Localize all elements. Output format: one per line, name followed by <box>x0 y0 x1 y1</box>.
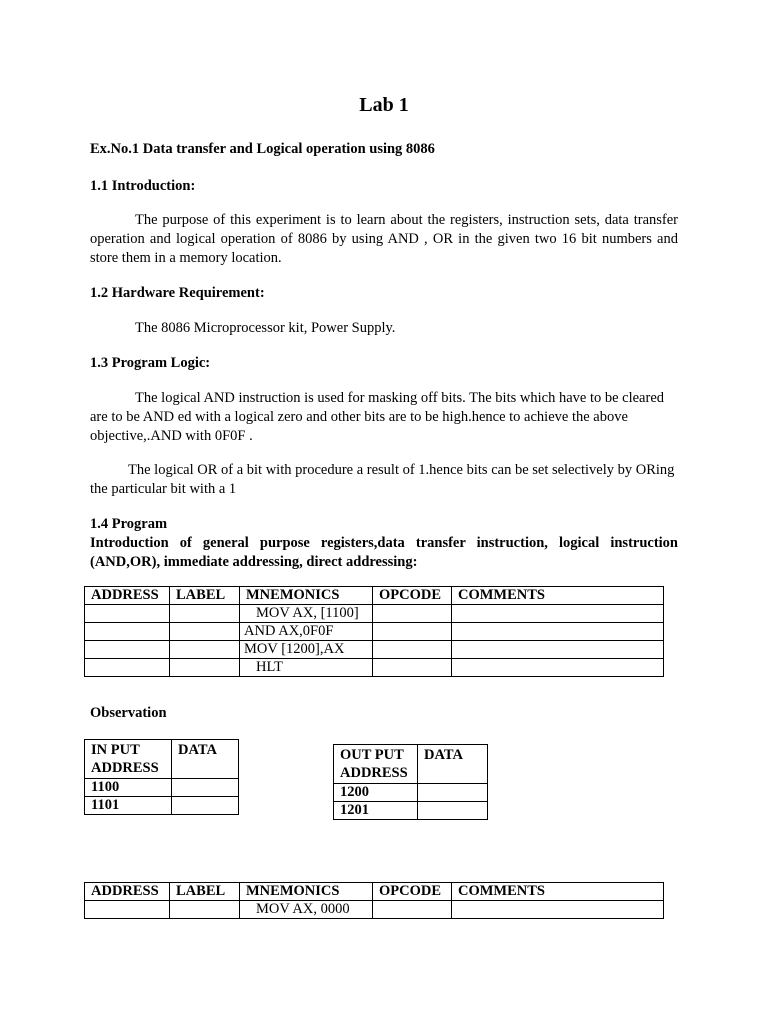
table-row <box>85 901 664 919</box>
table-row <box>334 784 488 802</box>
cell-opcode <box>373 901 452 919</box>
cell-opcode <box>373 605 452 623</box>
header-data: DATA <box>418 745 488 784</box>
table-row <box>85 605 664 623</box>
input-table <box>84 739 239 815</box>
table-row <box>85 641 664 659</box>
page-title: Lab 1 <box>359 94 409 116</box>
cell-label <box>170 605 240 623</box>
logic-heading: 1.3 Program Logic: <box>90 355 211 371</box>
cell-label <box>170 659 240 677</box>
cell-data <box>172 797 239 815</box>
table-row <box>85 797 239 815</box>
header-opcode: OPCODE <box>373 883 452 901</box>
cell-address: 1100 <box>85 779 172 797</box>
table-header-row <box>85 587 664 605</box>
cell-address <box>85 901 170 919</box>
cell-comment <box>452 623 664 641</box>
header-label: LABEL <box>170 587 240 605</box>
table-header-row <box>85 740 239 779</box>
header-label: LABEL <box>170 883 240 901</box>
header-data: DATA <box>172 740 239 779</box>
cell-mnemonic: MOV AX, 0000 <box>240 901 373 919</box>
header-output-address: OUT PUT ADDRESS <box>334 745 418 784</box>
cell-label <box>170 623 240 641</box>
cell-address: 1201 <box>334 802 418 820</box>
intro-paragraph: The purpose of this experiment is to learn about the registers, instruction sets, data transfer operation and logical operation of 8086 by using AND , OR in the given two 16 bit numbers and store them in a memory location. <box>90 212 678 266</box>
cell-address <box>85 641 170 659</box>
hardware-paragraph: The 8086 Microprocessor kit, Power Supply. <box>135 320 396 336</box>
table-row <box>334 802 488 820</box>
logic-paragraph-1: The logical AND instruction is used for masking off bits. The bits which have to be cleared are to be AND ed with a logical zero and other bits are to be high.hence to achieve the above objective,.AND with 0F0F . <box>90 390 665 444</box>
cell-mnemonic: AND AX,0F0F <box>240 623 373 641</box>
hardware-heading: 1.2 Hardware Requirement: <box>90 285 265 301</box>
cell-data <box>172 779 239 797</box>
cell-address <box>85 623 170 641</box>
table-row <box>85 623 664 641</box>
cell-opcode <box>373 659 452 677</box>
program-table-2 <box>84 882 664 919</box>
cell-comment <box>452 641 664 659</box>
header-comments: COMMENTS <box>452 587 664 605</box>
output-table <box>333 744 488 820</box>
cell-opcode <box>373 623 452 641</box>
program-table <box>84 586 664 677</box>
table-header-row <box>85 883 664 901</box>
cell-comment <box>452 901 664 919</box>
program-subheading: Introduction of general purpose registers,data transfer instruction, logical instruction (AND,OR), immediate addressing, direct addressing: <box>90 535 678 570</box>
cell-address: 1101 <box>85 797 172 815</box>
table-row <box>85 659 664 677</box>
table-header-row <box>334 745 488 784</box>
header-opcode: OPCODE <box>373 587 452 605</box>
cell-mnemonic: MOV [1200],AX <box>240 641 373 659</box>
cell-data <box>418 784 488 802</box>
header-input-address: IN PUT ADDRESS <box>85 740 172 779</box>
cell-address: 1200 <box>334 784 418 802</box>
cell-address <box>85 659 170 677</box>
header-mnemonics: MNEMONICS <box>240 587 373 605</box>
cell-mnemonic: MOV AX, [1100] <box>240 605 373 623</box>
cell-data <box>418 802 488 820</box>
intro-heading: 1.1 Introduction: <box>90 178 196 194</box>
table-row <box>85 779 239 797</box>
cell-comment <box>452 605 664 623</box>
header-mnemonics: MNEMONICS <box>240 883 373 901</box>
cell-address <box>85 605 170 623</box>
logic-paragraph-2: The logical OR of a bit with procedure a result of 1.hence bits can be set selectively by ORing the particular bit with a 1 <box>90 462 675 497</box>
exercise-heading: Ex.No.1 Data transfer and Logical operation using 8086 <box>90 141 435 157</box>
program-heading: 1.4 Program <box>90 516 168 532</box>
header-address: ADDRESS <box>85 883 170 901</box>
cell-mnemonic: HLT <box>240 659 373 677</box>
header-address: ADDRESS <box>85 587 170 605</box>
cell-label <box>170 641 240 659</box>
header-comments: COMMENTS <box>452 883 664 901</box>
cell-opcode <box>373 641 452 659</box>
cell-label <box>170 901 240 919</box>
observation-heading: Observation <box>90 705 167 721</box>
cell-comment <box>452 659 664 677</box>
